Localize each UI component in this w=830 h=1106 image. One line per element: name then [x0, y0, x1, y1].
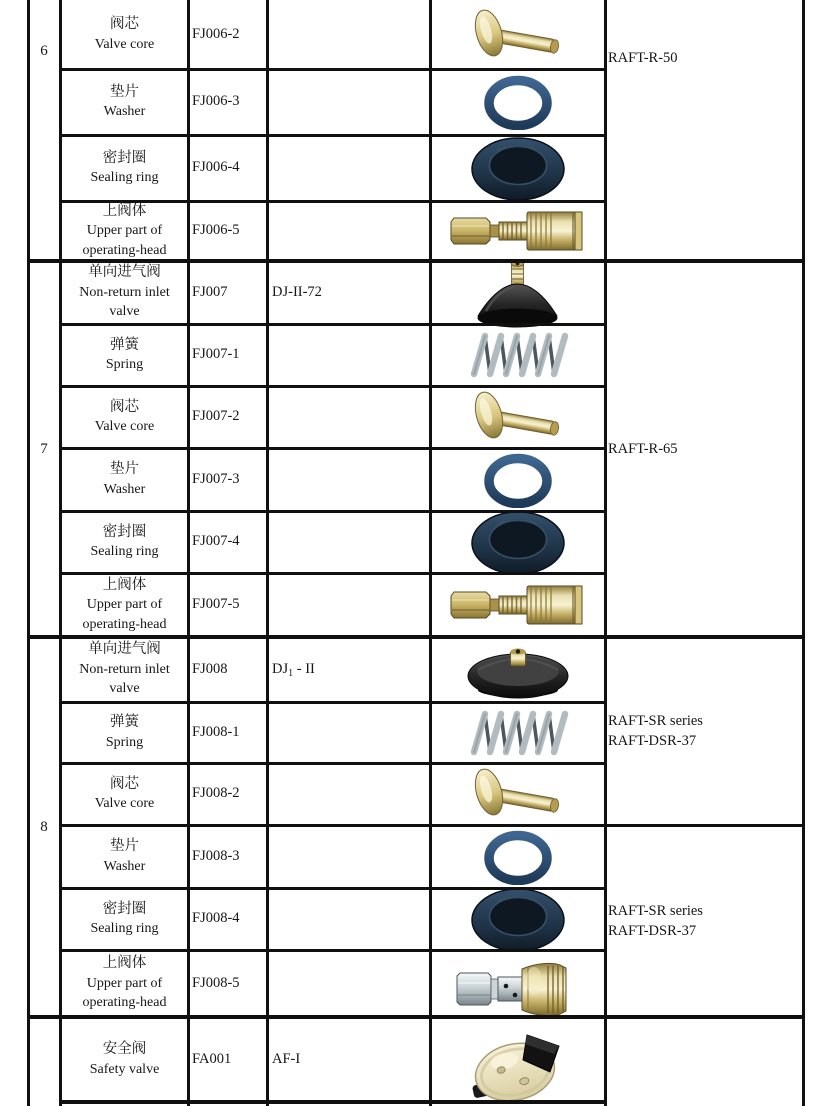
- grid-line-horizontal: [60, 447, 605, 450]
- operating-head-brass-photo: [449, 577, 587, 633]
- grid-line-horizontal: [60, 572, 605, 575]
- part-code: FJ007-5: [192, 596, 240, 612]
- valve-core-photo: [468, 388, 568, 446]
- part-code: FJ006-2: [192, 25, 240, 42]
- part-name-cn: 上阀体: [102, 955, 147, 972]
- part-name-en-line: Washer: [103, 481, 146, 497]
- part-code: FJ008-5: [192, 974, 240, 991]
- row-number-label: 6: [40, 43, 48, 59]
- part-model: [272, 660, 427, 683]
- part-name: [61, 15, 188, 54]
- part-name-en-line: Valve core: [94, 419, 155, 434]
- o-ring-washer-photo: [480, 452, 556, 508]
- part-name: [61, 1040, 188, 1079]
- grid-line-vertical: [27, 0, 30, 1106]
- row-number-label: 8: [40, 819, 48, 835]
- part-code: FJ006-5: [192, 222, 240, 238]
- grid-line-vertical: [429, 0, 432, 1106]
- part-name-en-line: Safety valve: [89, 1061, 160, 1077]
- grid-line-horizontal: [60, 323, 605, 326]
- part-name-en-line: Non-return inlet: [79, 284, 170, 300]
- part-name: [61, 398, 188, 437]
- series-label-line: RAFT-R-65: [608, 441, 678, 457]
- part-name-en-line: Upper part of: [86, 223, 163, 239]
- grid-line-horizontal: [60, 510, 605, 513]
- part-name-cn: 密封圈: [102, 523, 147, 540]
- part-model: DJ-II-72: [272, 283, 322, 300]
- inlet-valve-disc-photo: [462, 640, 574, 700]
- part-name-en-line: operating-head: [82, 616, 167, 632]
- grid-line-vertical: [802, 0, 805, 1106]
- spring-photo: [464, 328, 572, 382]
- part-name-cn: 阀芯: [110, 398, 139, 415]
- part-name-cn: 垫片: [110, 83, 139, 100]
- part-name-cn: 垫片: [110, 838, 139, 854]
- part-name-cn: 密封圈: [102, 900, 147, 917]
- grid-line-horizontal: [60, 762, 605, 765]
- valve-core-photo: [468, 6, 568, 64]
- part-code: FJ008: [192, 660, 228, 677]
- part-name-cn: 弹簧: [110, 336, 139, 353]
- part-code: FJ006-4: [192, 159, 240, 175]
- series-label-line: RAFT-SR series: [608, 903, 703, 919]
- row-number-label: 7: [40, 441, 48, 457]
- part-name-en-line: Valve core: [94, 36, 155, 52]
- part-code: FJ007-4: [192, 533, 240, 549]
- operating-head-brass-photo: [449, 203, 587, 259]
- part-name-cn: 单向进气阀: [88, 641, 161, 658]
- part-code: FJ007-2: [192, 408, 240, 424]
- part-name-en-line: Upper part of: [86, 975, 163, 991]
- part-model-text: DJ: [272, 660, 289, 677]
- part-name-en-line: Washer: [103, 858, 146, 874]
- part-name-cn: 上阀体: [102, 202, 147, 219]
- part-name-cn: 垫片: [110, 461, 139, 477]
- part-name-en-line: valve: [109, 681, 140, 697]
- part-name-en-line: Upper part of: [86, 597, 163, 613]
- series-label-line: RAFT-DSR-37: [608, 733, 697, 749]
- part-name: [61, 149, 188, 188]
- grid-line-horizontal: [60, 68, 605, 71]
- part-code: FJ006-3: [192, 93, 240, 109]
- sealing-ring-photo: [468, 508, 568, 576]
- part-name-en-line: Spring: [105, 357, 144, 372]
- grid-line-vertical: [604, 0, 607, 1106]
- safety-valve-photo: [459, 1027, 577, 1105]
- part-name: [61, 775, 188, 814]
- grid-line-vertical: [266, 0, 269, 1106]
- grid-line-horizontal: [28, 259, 803, 263]
- part-model-text: - II: [293, 660, 315, 677]
- part-name: [61, 576, 188, 635]
- part-code: FJ007: [192, 283, 228, 300]
- part-name: [61, 954, 188, 1013]
- grid-line-horizontal: [28, 635, 803, 639]
- part-name: [61, 336, 188, 375]
- part-name-cn: 单向进气阀: [88, 264, 161, 281]
- sealing-ring-photo: [468, 134, 568, 202]
- series-label: [608, 439, 800, 459]
- part-name-en-line: valve: [109, 304, 140, 320]
- part-model-text: 1: [288, 667, 294, 679]
- part-name-en-line: operating-head: [82, 242, 167, 258]
- grid-line-horizontal: [60, 887, 605, 890]
- part-name-cn: 安全阀: [102, 1041, 147, 1057]
- part-code: FJ008-2: [192, 785, 240, 801]
- part-name-cn: 阀芯: [110, 775, 139, 792]
- spring-photo: [464, 706, 572, 760]
- part-name-cn: 弹簧: [110, 714, 139, 730]
- part-name-cn: 上阀体: [102, 576, 147, 593]
- o-ring-washer-photo: [480, 74, 556, 130]
- grid-line-vertical: [59, 0, 62, 1106]
- grid-line-horizontal: [60, 200, 605, 203]
- valve-core-photo: [468, 765, 568, 823]
- grid-line-horizontal: [60, 949, 605, 952]
- part-name-en-line: Non-return inlet: [79, 661, 170, 677]
- sealing-ring-photo: [468, 885, 568, 953]
- series-label-line: RAFT-SR series: [608, 713, 703, 729]
- series-label: [608, 48, 800, 68]
- part-name: [61, 460, 188, 499]
- grid-line-horizontal: [60, 701, 605, 704]
- part-name-cn: 阀芯: [110, 16, 139, 32]
- part-name-cn: 密封圈: [102, 149, 147, 166]
- part-name-en-line: Sealing ring: [90, 544, 159, 559]
- series-label-line: RAFT-R-50: [608, 50, 678, 66]
- grid-line-horizontal: [28, 1015, 803, 1019]
- inlet-valve-cone-photo: [470, 259, 565, 329]
- part-model: AF-I: [272, 1050, 301, 1067]
- part-name-en-line: Washer: [103, 104, 146, 119]
- part-code: FJ008-4: [192, 910, 240, 926]
- part-code: FJ007-3: [192, 470, 240, 487]
- series-label: [608, 901, 800, 941]
- series-label: [608, 711, 800, 751]
- part-code: FJ007-1: [192, 346, 240, 362]
- part-name: [61, 263, 188, 322]
- part-code: FJ008-1: [192, 723, 240, 740]
- grid-line-horizontal: [60, 134, 605, 137]
- grid-line-horizontal: [60, 824, 803, 827]
- part-name-en-line: Valve core: [94, 796, 155, 811]
- part-name: [61, 900, 188, 939]
- grid-line-horizontal: [60, 1100, 605, 1104]
- part-name: [61, 523, 188, 562]
- part-name-en-line: Sealing ring: [90, 921, 159, 936]
- operating-head-chrome-photo: [456, 951, 580, 1017]
- part-name: [61, 713, 188, 752]
- part-name: [61, 837, 188, 876]
- part-name-en-line: Spring: [105, 734, 144, 750]
- series-label-line: RAFT-DSR-37: [608, 923, 697, 939]
- part-code: FA001: [192, 1050, 232, 1067]
- grid-line-vertical: [187, 0, 190, 1106]
- grid-line-horizontal: [60, 385, 605, 388]
- part-name-en-line: operating-head: [82, 995, 167, 1011]
- part-name: [61, 83, 188, 122]
- part-name: [61, 202, 188, 261]
- o-ring-washer-photo: [480, 829, 556, 885]
- part-name: [61, 640, 188, 699]
- part-code: FJ008-3: [192, 847, 240, 864]
- part-name-en-line: Sealing ring: [90, 170, 159, 185]
